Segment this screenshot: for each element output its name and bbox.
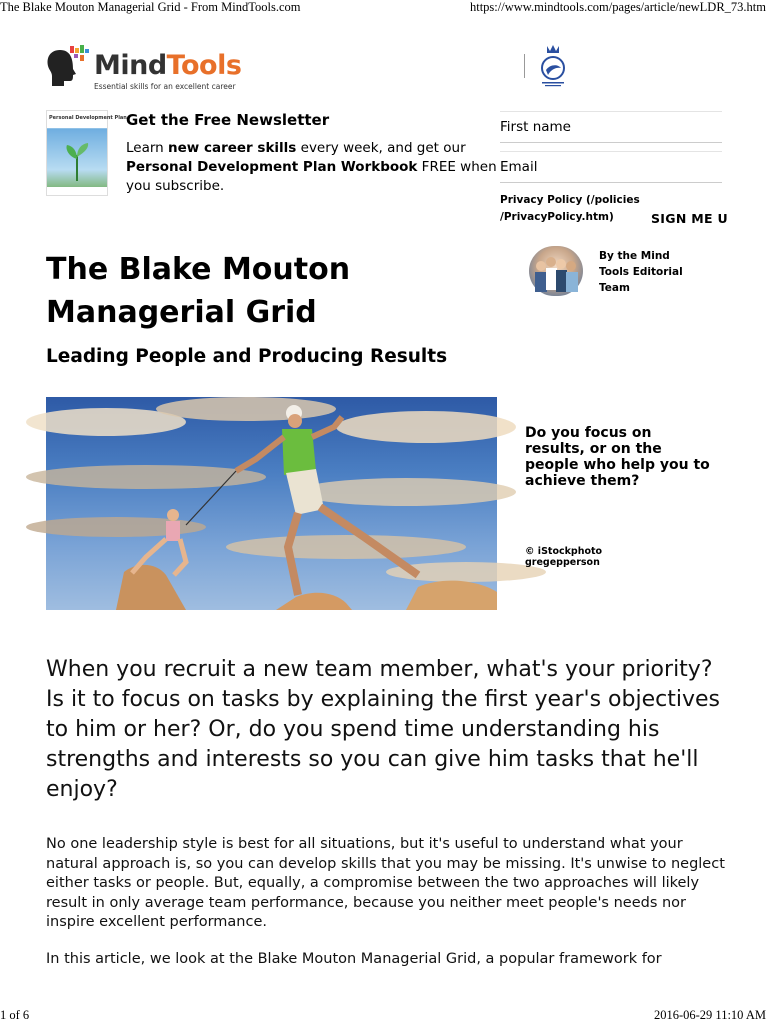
article-paragraph-2: In this article, we look at the Blake Mouton Managerial Grid, a popular framework for bbox=[46, 951, 662, 967]
newsletter-text: Learn new career skills every week, and get our Personal Development Plan Workbook FREE when you subscribe. bbox=[126, 140, 497, 194]
newsletter-title: Get the Free Newsletter bbox=[126, 111, 330, 129]
logo-tagline: Essential skills for an excellent career bbox=[94, 82, 236, 91]
workbook-highlight: Personal Development Plan Workbook bbox=[126, 159, 418, 175]
sign-me-up-button[interactable]: SIGN ME U bbox=[651, 211, 728, 226]
climbers-hero-image bbox=[46, 397, 497, 610]
print-header-title: The Blake Mouton Managerial Grid - From MindTools.com bbox=[0, 0, 301, 14]
article-author[interactable]: By the Mind Tools Editorial Team bbox=[599, 250, 683, 294]
logo-tools-text: Tools bbox=[166, 50, 242, 81]
image-credit: © iStockphoto gregepperson bbox=[525, 546, 603, 568]
editorial-team-avatar bbox=[529, 246, 583, 296]
workbook-cover-title: Personal Development Plan bbox=[49, 115, 127, 121]
logo-mind-text: Mind bbox=[94, 50, 167, 81]
article-subtitle: Leading People and Producing Results bbox=[46, 346, 448, 367]
article-lead: When you recruit a new team member, what's your priority? Is it to focus on tasks by explaining the first year's objectives to him or her? Or, do you spend time understanding his strengths and interests so you can give him tasks that he'll enjoy? bbox=[46, 657, 720, 802]
print-footer-page: 1 of 6 bbox=[0, 1008, 30, 1022]
head-icon bbox=[46, 44, 92, 88]
first-name-field[interactable]: First name bbox=[500, 111, 722, 143]
mindtools-logo[interactable] bbox=[46, 44, 246, 94]
print-footer-datetime: 2016-06-29 11:10 AM bbox=[653, 1008, 766, 1022]
sprout-icon bbox=[61, 137, 93, 181]
email-field[interactable]: Email bbox=[500, 151, 722, 183]
print-header-url[interactable]: https://www.mindtools.com/pages/article/newLDR_73.htm bbox=[469, 0, 766, 14]
divider bbox=[524, 54, 525, 78]
queens-award-icon bbox=[534, 42, 572, 90]
workbook-cover-image bbox=[46, 110, 127, 196]
article-title: The Blake Mouton Managerial Grid bbox=[46, 252, 351, 330]
image-caption: Do you focus on results, or on the people who help you to achieve them? bbox=[525, 425, 710, 489]
article-paragraph-1: No one leadership style is best for all situations, but it's useful to understand what your natural approach is, so you can develop skills that you may be missing. It's unwise to neglect either tasks or people. But, equally, a compromise between the two approaches will likely result in only average team performance, because you neither meet people's needs nor inspire excellent performance. bbox=[46, 836, 725, 930]
career-skills-highlight: new career skills bbox=[168, 140, 297, 156]
privacy-policy-link[interactable]: Privacy Policy (/policies /PrivacyPolicy.htm) bbox=[500, 194, 640, 223]
